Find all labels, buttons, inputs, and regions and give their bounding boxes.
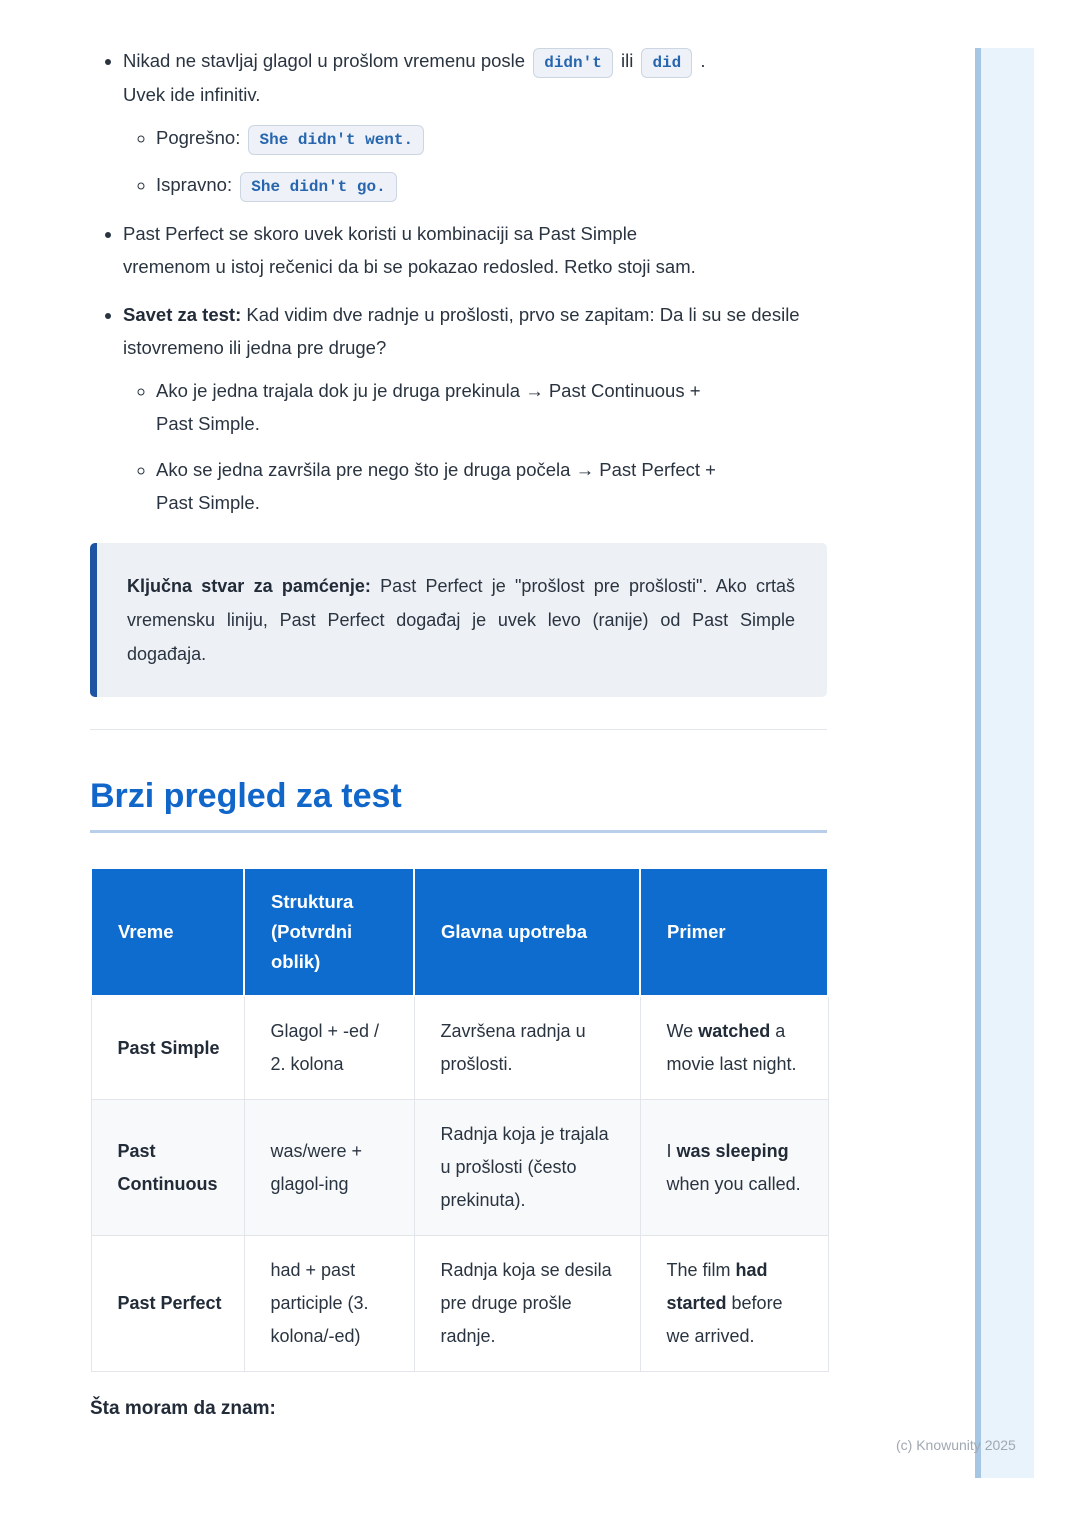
text-segment: when you called. (666, 1173, 801, 1194)
text-segment: Uvek ide infinitiv. (123, 84, 261, 105)
list-item-text (123, 304, 800, 358)
cell-tense (91, 996, 244, 1100)
list-item (123, 298, 827, 519)
cell-usage (414, 1100, 640, 1236)
bold-text: Past Simple (117, 1037, 220, 1058)
column-header-vreme: Vreme (91, 868, 244, 996)
inline-code-chip: did (641, 48, 692, 78)
section-title: Brzi pregled za test (90, 776, 827, 833)
text-segment: Radnja koja se desila pre druge prošle radnje. (440, 1260, 612, 1346)
text-segment: Ako je jedna trajala dok ju je druga prekinula → Past Continuous + (156, 380, 701, 401)
callout-text (127, 569, 795, 671)
list-item (156, 168, 827, 202)
inline-code-chip: didn't (533, 48, 613, 78)
bold-text: was sleeping (676, 1140, 789, 1161)
text-segment: was/were + glagol-ing (270, 1140, 363, 1194)
cell-tense (91, 1100, 244, 1236)
copyright-watermark: (c) Knowunity 2025 (896, 1437, 1016, 1453)
cell-structure (244, 1236, 414, 1372)
review-table (90, 867, 829, 1372)
list-item (123, 44, 827, 202)
cell-example (640, 996, 828, 1100)
bold-text: watched (698, 1021, 771, 1041)
page-edge-stripe (975, 48, 1034, 1478)
text-segment: The film (666, 1260, 736, 1280)
bold-text: Savet za test: (123, 304, 242, 325)
cell-structure (244, 1100, 414, 1236)
text-segment: Nikad ne stavljaj glagol u prošlom vremenu posle (123, 50, 531, 71)
bold-text: Ključna stvar za pamćenje: (127, 576, 371, 596)
text-segment: I (666, 1140, 677, 1161)
key-point-callout (90, 543, 827, 697)
list-item (156, 121, 827, 155)
text-segment: . (695, 50, 706, 71)
list-item (123, 217, 827, 283)
list-item-text (156, 459, 716, 513)
table-row-past-simple (91, 996, 828, 1100)
cell-usage (414, 1236, 640, 1372)
sub-bullet-list (123, 121, 827, 202)
bold-text: Past Continuous (117, 1140, 218, 1194)
list-item-text (123, 223, 696, 277)
text-segment: Radnja koja je trajala u prošlosti (često prekinuta). (440, 1124, 609, 1210)
text-segment: Past Perfect se skoro uvek koristi u kombinaciji sa Past Simple (123, 223, 638, 244)
text-segment: ili (615, 50, 639, 71)
list-item-text (156, 380, 701, 434)
table-row-past-perfect (91, 1236, 828, 1372)
list-item (156, 374, 827, 440)
text-segment: had + past participle (3. kolona/-ed) (270, 1260, 369, 1346)
section-divider (90, 729, 827, 730)
sub-bullet-list (123, 374, 827, 519)
list-item-text (156, 127, 427, 148)
text-segment: Past Simple. (156, 492, 260, 513)
list-item-text (123, 50, 706, 105)
text-segment: a movie last night. (666, 1021, 797, 1074)
column-header-glavna-upotreba: Glavna upotreba (414, 868, 640, 996)
cell-example (640, 1236, 828, 1372)
cell-example (640, 1100, 828, 1236)
text-segment: We (666, 1021, 699, 1041)
cell-structure (244, 996, 414, 1100)
column-header-struktura: Struktura (Potvrdni oblik) (244, 868, 414, 996)
text-segment: Past Simple. (156, 413, 260, 434)
inline-code-chip: She didn't go. (240, 172, 396, 202)
text-segment: Pogrešno: (156, 127, 246, 148)
text-segment: Past Perfect je "prošlost pre prošlosti". Ako crtaš vremensku liniju, Past Perfect događaj je uvek levo (ranije) od Past Simple događaja. (127, 576, 796, 664)
table-row-past-continuous (91, 1100, 828, 1236)
text-segment: before we arrived. (666, 1293, 783, 1346)
text-segment: Kad vidim dve radnje u prošlosti, prvo se zapitam: Da li su se desile istovremeno ili jedna pre druge? (123, 304, 800, 358)
footer-heading: Šta moram da znam: (90, 1398, 276, 1419)
text-segment: Ispravno: (156, 174, 238, 195)
cell-usage (414, 996, 640, 1100)
list-item (156, 453, 827, 519)
inline-code-chip: She didn't went. (248, 125, 424, 155)
cell-tense (91, 1236, 244, 1372)
text-segment: Završena radnja u prošlosti. (440, 1021, 586, 1074)
list-item-text (156, 174, 400, 195)
text-segment: Glagol + -ed / 2. kolona (270, 1021, 380, 1074)
bold-text: Past Perfect (117, 1293, 222, 1313)
document-content (90, 0, 827, 1420)
table-header-row (91, 868, 828, 996)
notes-bullet-list (90, 44, 827, 519)
text-segment: vremenom u istoj rečenici da bi se pokazao redosled. Retko stoji sam. (123, 256, 696, 277)
column-header-primer: Primer (640, 868, 828, 996)
text-segment: Ako se jedna završila pre nego što je druga počela → Past Perfect + (156, 459, 716, 480)
bold-text: had started (666, 1260, 768, 1313)
